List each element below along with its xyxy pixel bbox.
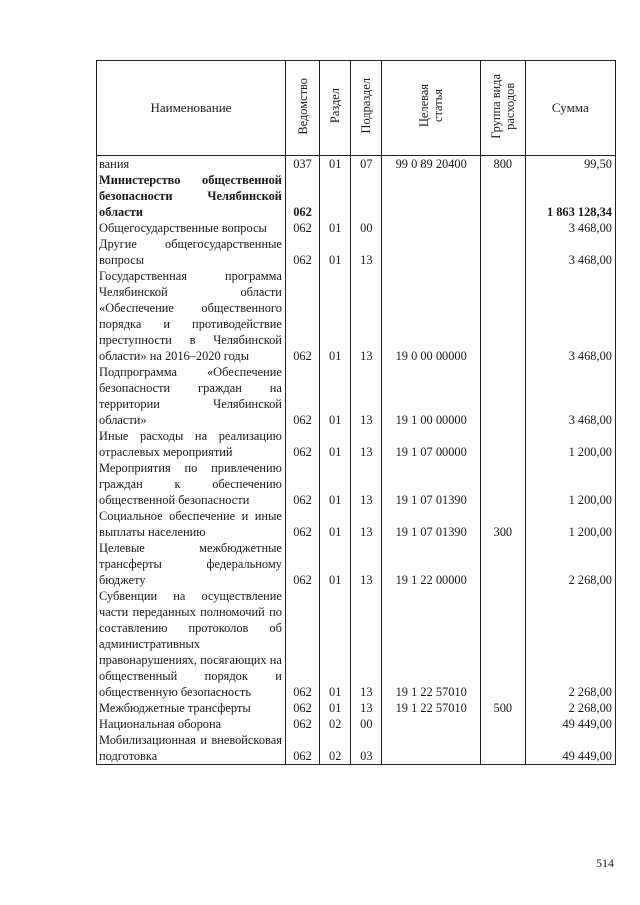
- header-section: Раздел: [328, 88, 343, 124]
- table-row: [97, 364, 616, 428]
- row-dept: 062: [285, 268, 319, 364]
- row-group: [481, 588, 526, 700]
- row-section: 01: [320, 156, 351, 173]
- row-group: 800: [481, 156, 526, 173]
- row-group: [481, 172, 526, 220]
- row-sum: 99,50: [525, 156, 615, 173]
- row-name: Другие общегосударственные вопросы: [97, 236, 286, 268]
- table-row: [97, 460, 616, 508]
- table-header: [97, 61, 616, 156]
- row-target: 19 0 00 00000: [382, 268, 481, 364]
- row-section: 01: [320, 268, 351, 364]
- row-subsection: 00: [351, 716, 382, 732]
- table-row: [97, 172, 616, 220]
- row-subsection: 07: [351, 156, 382, 173]
- row-subsection: 13: [351, 508, 382, 540]
- row-subsection: 00: [351, 220, 382, 236]
- page-number: 514: [596, 856, 614, 870]
- row-dept: 062: [285, 460, 319, 508]
- header-subsection-cell: [351, 61, 382, 156]
- row-section: 01: [320, 428, 351, 460]
- row-name: Национальная оборона: [97, 716, 286, 732]
- table-row: [97, 236, 616, 268]
- row-name: Межбюджетные трансферты: [97, 700, 286, 716]
- row-target: [382, 716, 481, 732]
- row-sum: 1 863 128,34: [525, 172, 615, 220]
- row-sum: 1 200,00: [525, 460, 615, 508]
- row-group: [481, 268, 526, 364]
- row-group: [481, 732, 526, 765]
- row-name: Иные расходы на реализацию отраслевых мероприятий: [97, 428, 286, 460]
- row-group: [481, 220, 526, 236]
- budget-table: [96, 60, 616, 765]
- row-subsection: 13: [351, 236, 382, 268]
- row-group: [481, 460, 526, 508]
- row-group: [481, 540, 526, 588]
- row-dept: 062: [285, 236, 319, 268]
- row-sum: 49 449,00: [525, 716, 615, 732]
- row-name: Мероприятия по привлечению граждан к обеспечению общественной безопасности: [97, 460, 286, 508]
- row-sum: 3 468,00: [525, 268, 615, 364]
- header-section-cell: [320, 61, 351, 156]
- row-group: [481, 364, 526, 428]
- row-dept: 062: [285, 220, 319, 236]
- row-sum: 3 468,00: [525, 220, 615, 236]
- row-subsection: 13: [351, 540, 382, 588]
- row-dept: 062: [285, 716, 319, 732]
- table-row: [97, 732, 616, 765]
- header-group-cell: [481, 61, 526, 156]
- table-row: [97, 220, 616, 236]
- table-row: [97, 700, 616, 716]
- header-subsection: Подраздел: [359, 78, 374, 134]
- header-target-cell: [382, 61, 481, 156]
- row-target: 99 0 89 20400: [382, 156, 481, 173]
- row-name: Мобилизационная и вневойсковая подготовка: [97, 732, 286, 765]
- row-sum: 3 468,00: [525, 364, 615, 428]
- table-row: [97, 716, 616, 732]
- row-target: 19 1 07 01390: [382, 460, 481, 508]
- row-sum: 49 449,00: [525, 732, 615, 765]
- header-dept: Ведомство: [295, 77, 310, 135]
- row-name: Общегосударственные вопросы: [97, 220, 286, 236]
- table-row: [97, 156, 616, 173]
- header-name: Наименование: [97, 61, 286, 156]
- row-group: [481, 716, 526, 732]
- table-row: [97, 428, 616, 460]
- row-sum: 2 268,00: [525, 540, 615, 588]
- row-name: вания: [97, 156, 286, 173]
- row-dept: 062: [285, 428, 319, 460]
- row-section: 01: [320, 508, 351, 540]
- row-name: Субвенции на осуществление части переданных полномочий по составлению протоколов об административных правонарушениях, посягающих на общественный порядок и общественную безопасность: [97, 588, 286, 700]
- row-section: 01: [320, 364, 351, 428]
- row-subsection: 13: [351, 460, 382, 508]
- row-target: 19 1 07 00000: [382, 428, 481, 460]
- table-row: [97, 588, 616, 700]
- row-section: 01: [320, 588, 351, 700]
- row-group: [481, 428, 526, 460]
- row-target: 19 1 22 00000: [382, 540, 481, 588]
- row-subsection: 13: [351, 268, 382, 364]
- row-subsection: 13: [351, 700, 382, 716]
- row-dept: 062: [285, 588, 319, 700]
- row-target: 19 1 22 57010: [382, 588, 481, 700]
- row-section: 01: [320, 700, 351, 716]
- row-section: 01: [320, 460, 351, 508]
- row-target: 19 1 22 57010: [382, 700, 481, 716]
- row-name: Государственная программа Челябинской области «Обеспечение общественного порядка и противодействие преступности в Челябинской области» на 2016–2020 годы: [97, 268, 286, 364]
- row-target: [382, 220, 481, 236]
- row-target: 19 1 00 00000: [382, 364, 481, 428]
- row-sum: 1 200,00: [525, 428, 615, 460]
- row-dept: 062: [285, 540, 319, 588]
- row-dept: 037: [285, 156, 319, 173]
- header-group: Группа вида расходов: [488, 73, 517, 139]
- row-group: 500: [481, 700, 526, 716]
- row-group: 300: [481, 508, 526, 540]
- row-name: Целевые межбюджетные трансферты федеральному бюджету: [97, 540, 286, 588]
- header-sum: Сумма: [525, 61, 615, 156]
- row-subsection: 13: [351, 364, 382, 428]
- row-dept: 062: [285, 700, 319, 716]
- row-subsection: 13: [351, 428, 382, 460]
- table-row: [97, 540, 616, 588]
- row-dept: 062: [285, 172, 319, 220]
- row-name: Министерство общественной безопасности Челябинской области: [97, 172, 286, 220]
- row-section: 02: [320, 732, 351, 765]
- row-target: 19 1 07 01390: [382, 508, 481, 540]
- row-section: 01: [320, 540, 351, 588]
- row-subsection: 03: [351, 732, 382, 765]
- row-subsection: [351, 172, 382, 220]
- row-name: Социальное обеспечение и иные выплаты населению: [97, 508, 286, 540]
- row-section: 01: [320, 236, 351, 268]
- table-body: [97, 156, 616, 765]
- row-sum: 2 268,00: [525, 700, 615, 716]
- table-row: [97, 508, 616, 540]
- row-dept: 062: [285, 508, 319, 540]
- row-target: [382, 732, 481, 765]
- table-row: [97, 268, 616, 364]
- row-sum: 1 200,00: [525, 508, 615, 540]
- row-target: [382, 172, 481, 220]
- row-sum: 2 268,00: [525, 588, 615, 700]
- row-section: 02: [320, 716, 351, 732]
- row-target: [382, 236, 481, 268]
- row-dept: 062: [285, 364, 319, 428]
- row-section: [320, 172, 351, 220]
- row-dept: 062: [285, 732, 319, 765]
- row-section: 01: [320, 220, 351, 236]
- header-dept-cell: [285, 61, 319, 156]
- header-target: Целевая статья: [417, 84, 446, 128]
- row-sum: 3 468,00: [525, 236, 615, 268]
- row-group: [481, 236, 526, 268]
- row-name: Подпрограмма «Обеспечение безопасности граждан на территории Челябинской области»: [97, 364, 286, 428]
- row-subsection: 13: [351, 588, 382, 700]
